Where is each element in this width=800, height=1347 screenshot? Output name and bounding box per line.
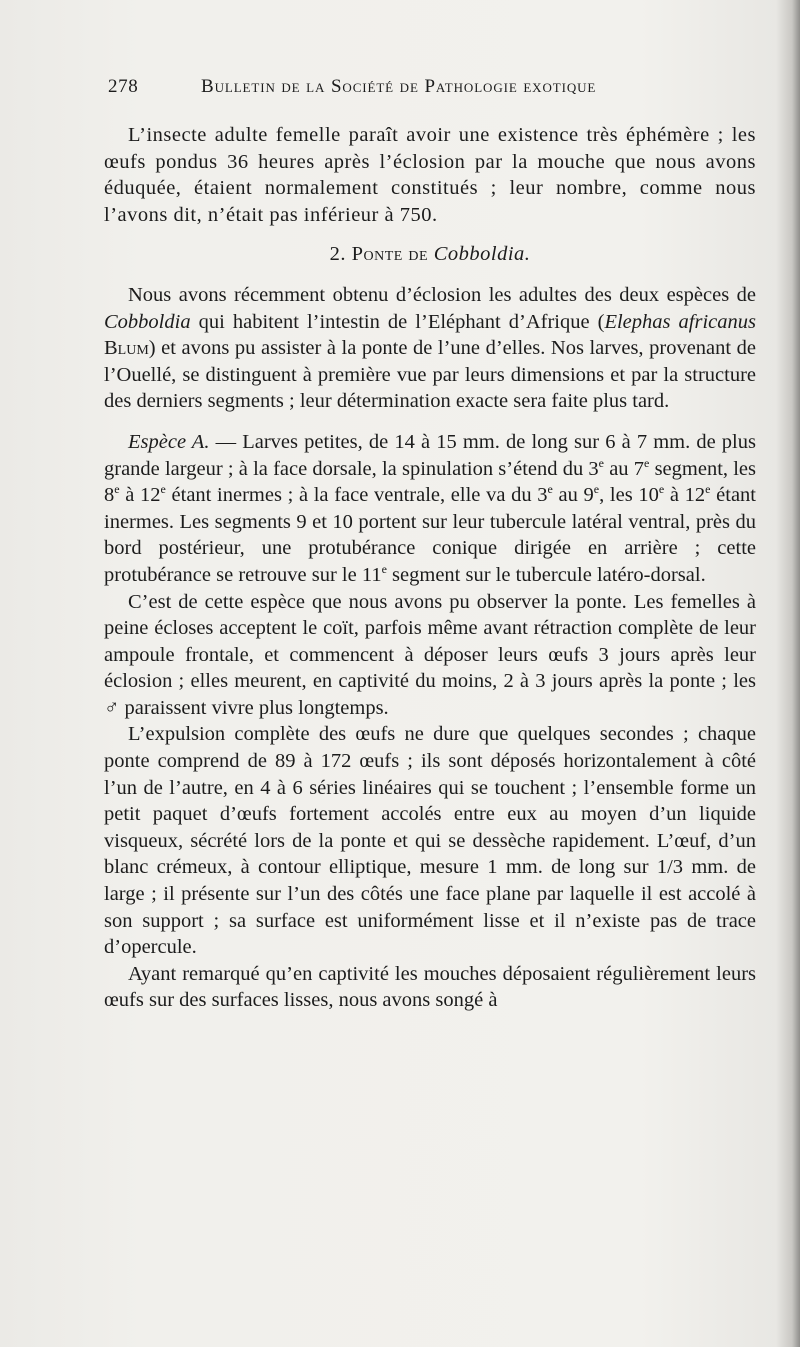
paragraph-3 bbox=[104, 429, 756, 589]
para3-text-4: à 12 bbox=[119, 484, 161, 507]
running-header bbox=[108, 76, 758, 106]
paragraph-5: L’expulsion complète des œufs ne dure que quelques secondes ; chaque ponte comprend de 89 à 172 œufs ; ils sont déposés horizontalement à côté l’un de l’autre, en 4 à 6 séries linéaires qui se touchent ; l’ensemble forme un petit paquet d’œufs fortement accolés entre eux au moyen d’un liquide visqueux, sécrété lors de la ponte et qui se dessèche rapidement. L’œuf, d’un blanc crémeux, à contour elliptique, mesure 1 mm. de long sur 1/3 mm. de large ; il présente sur l’un des côtés une face plane par laquelle il est accolé à son support ; sa surface est uniformément lisse et il n’existe pas de trace d’opercule. bbox=[104, 723, 756, 959]
para3-sup-3: e bbox=[114, 482, 120, 497]
para2-species: Elephas africanus bbox=[604, 310, 756, 333]
paragraph-2 bbox=[104, 282, 756, 415]
para3-sup-5: e bbox=[547, 482, 553, 497]
para2-text-3: ) et avons pu assister à la ponte de l’une d’elles. Nos larves, provenant de l’Ouellé, se distinguent à première vue par leurs dimensions et par la structure des derniers segments ; leur détermination exacte sera faite plus tard. bbox=[104, 337, 756, 413]
species-a-label: Espèce A. bbox=[128, 430, 210, 453]
paragraph-4: C’est de cette espèce que nous avons pu observer la ponte. Les femelles à peine écloses acceptent le coït, parfois même avant rétraction complète de leur ampoule frontale, et commencent à déposer leurs œufs 3 jours après leur éclosion ; elles meurent, en captivité du moins, 2 à 3 jours après la ponte ; les ♂ paraissent vivre plus longtemps. bbox=[104, 590, 756, 719]
body-text bbox=[104, 122, 756, 1014]
para2-text-2: qui habitent l’intestin de l’Eléphant d’Afrique ( bbox=[190, 310, 605, 333]
para3-sup-9: e bbox=[381, 562, 387, 577]
page-number: 278 bbox=[108, 76, 139, 97]
para3-text-8: à 12 bbox=[664, 484, 706, 507]
section-label: Ponte de bbox=[351, 243, 429, 266]
para3-text-2: au 7 bbox=[604, 457, 645, 480]
para3-text-6: au 9 bbox=[552, 484, 594, 507]
page-edge-shadow bbox=[792, 0, 800, 1347]
para3-text-7: , les 10 bbox=[599, 484, 659, 507]
para3-text-3: segment, les 8 bbox=[104, 457, 756, 507]
para2-author: Blum bbox=[104, 337, 149, 360]
paragraph-1: L’insecte adulte femelle paraît avoir une existence très éphémère ; les œufs pondus 36 heures après l’éclosion par la mouche que nous avons éduquée, étaient normalement constitués ; leur nombre, comme nous l’avons dit, n’était pas inférieur à 750. bbox=[104, 124, 756, 226]
section-heading bbox=[104, 241, 756, 268]
section-genus: Cobboldia. bbox=[433, 243, 531, 266]
para3-sup-1: e bbox=[598, 455, 604, 470]
para3-text-9: étant inermes. Les segments 9 et 10 portent sur leur tubercule latéral ventral, près du bord postérieur, une protubérance conique dirigée en arrière ; cette protubérance se retrouve sur le 11 bbox=[104, 484, 756, 586]
para2-genus: Cobboldia bbox=[104, 310, 191, 333]
para3-text-1: — Larves petites, de 14 à 15 mm. de long sur 6 à 7 mm. de plus grande largeur ; à la face dorsale, la spinulation s’étend du 3 bbox=[104, 430, 756, 480]
paragraph-6: Ayant remarqué qu’en captivité les mouches déposaient régulièrement leurs œufs sur des surfaces lisses, nous avons songé à bbox=[104, 962, 756, 1012]
para3-text-5: étant inermes ; à la face ventrale, elle va du 3 bbox=[165, 484, 548, 507]
para3-sup-2: e bbox=[644, 455, 650, 470]
para3-text-10: segment sur le tubercule latéro-dorsal. bbox=[386, 563, 706, 586]
running-title: Bulletin de la Société de Pathologie exotique bbox=[201, 76, 597, 97]
para3-sup-4: e bbox=[160, 482, 166, 497]
para3-sup-6: e bbox=[593, 482, 600, 497]
para3-sup-7: e bbox=[658, 482, 665, 497]
section-number: 2. bbox=[329, 243, 346, 266]
para3-sup-8: e bbox=[705, 482, 711, 497]
para2-text-1: Nous avons récemment obtenu d’éclosion les adultes des deux espèces de bbox=[128, 283, 756, 306]
